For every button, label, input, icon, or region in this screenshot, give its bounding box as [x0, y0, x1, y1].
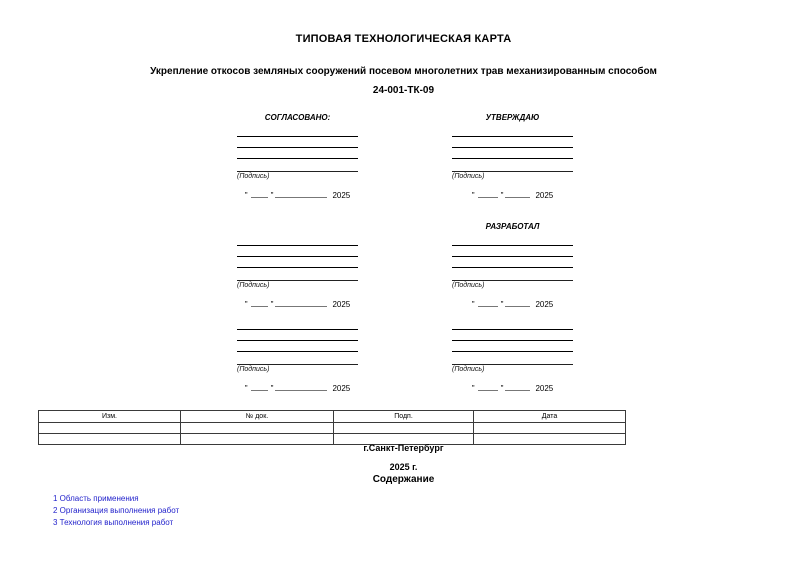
quote-mark: ": [500, 191, 504, 200]
signature-name-line: [452, 148, 573, 159]
date-year: 2025: [535, 191, 554, 200]
signature-name-line: [452, 257, 573, 268]
quote-mark: ": [244, 384, 248, 393]
quote-mark: ": [244, 300, 248, 309]
quote-mark: ": [471, 191, 475, 200]
signature-block-extra-right: [452, 306, 573, 393]
table-cell: [334, 423, 474, 434]
signature-name-line: [452, 341, 573, 352]
signature-name-line: [452, 319, 573, 330]
quote-mark: ": [244, 191, 248, 200]
date-month-blank: [505, 382, 530, 391]
signature-block-header: [237, 222, 358, 234]
signature-caption: (Подпись): [452, 173, 485, 180]
signature-name-line: [452, 246, 573, 257]
document-subtitle: Укрепление откосов земляных сооружений посевом многолетних трав механизированным способом: [150, 66, 657, 77]
document-code: 24-001-ТК-09: [372, 85, 435, 96]
date-year: 2025: [535, 300, 554, 309]
signature-caption: (Подпись): [452, 366, 485, 373]
signature-name-line: [452, 235, 573, 246]
signature-sign-line: [452, 159, 573, 172]
signature-name-line: [237, 319, 358, 330]
revision-table: [38, 410, 626, 445]
signature-date-line: [452, 382, 573, 393]
signature-sign-line: [452, 268, 573, 281]
signature-block-header: РАЗРАБОТАЛ: [485, 222, 540, 231]
signature-block-developed: [452, 222, 573, 309]
signature-caption: (Подпись): [237, 282, 270, 289]
signature-block-header: УТВЕРЖДАЮ: [485, 113, 540, 122]
quote-mark: ": [270, 300, 274, 309]
date-year: 2025: [332, 384, 351, 393]
date-day-blank: [478, 189, 498, 198]
quote-mark: ": [270, 384, 274, 393]
date-day-blank: [251, 189, 268, 198]
signature-block-extra-left: [237, 222, 358, 309]
signature-date-line: [452, 189, 573, 200]
table-cell: [39, 423, 181, 434]
toc-link-organization[interactable]: 2 Организация выполнения работ: [53, 506, 180, 515]
quote-mark: ": [500, 384, 504, 393]
date-year: 2025: [332, 191, 351, 200]
date-month-blank: [505, 189, 530, 198]
date-year: 2025: [332, 300, 351, 309]
quote-mark: ": [471, 384, 475, 393]
column-header-podp: Подп.: [334, 411, 474, 423]
signature-block-extra-left-2: [237, 306, 358, 393]
signature-sign-line: [237, 352, 358, 365]
date-month-blank: [275, 382, 327, 391]
page-title: ТИПОВАЯ ТЕХНОЛОГИЧЕСКАЯ КАРТА: [295, 33, 512, 45]
date-day-blank: [478, 382, 498, 391]
signature-block-header: [452, 306, 573, 318]
signature-sign-line: [237, 268, 358, 281]
signature-caption: (Подпись): [452, 282, 485, 289]
year-line: 2025 г.: [389, 462, 418, 472]
quote-mark: ": [500, 300, 504, 309]
signature-name-line: [237, 126, 358, 137]
signature-block-approved: [452, 113, 573, 200]
quote-mark: ": [270, 191, 274, 200]
signature-name-line: [237, 330, 358, 341]
contents-heading: Содержание: [372, 474, 435, 485]
signature-block-agreed: [237, 113, 358, 200]
date-day-blank: [251, 382, 268, 391]
signature-date-line: [237, 189, 358, 200]
signature-name-line: [452, 330, 573, 341]
table-row: [39, 423, 626, 434]
signature-name-line: [237, 148, 358, 159]
signature-name-line: [237, 246, 358, 257]
column-header-izm: Изм.: [39, 411, 181, 423]
toc-link-scope[interactable]: 1 Область применения: [53, 494, 139, 503]
signature-caption: (Подпись): [237, 173, 270, 180]
signature-name-line: [452, 126, 573, 137]
signature-sign-line: [452, 352, 573, 365]
quote-mark: ": [471, 300, 475, 309]
date-year: 2025: [535, 384, 554, 393]
revision-table-header-row: [39, 411, 626, 423]
signature-caption: (Подпись): [237, 366, 270, 373]
signature-date-line: [237, 382, 358, 393]
column-header-data: Дата: [474, 411, 626, 423]
signature-name-line: [237, 341, 358, 352]
table-cell: [474, 423, 626, 434]
signature-name-line: [237, 235, 358, 246]
city-line: г.Санкт-Петербург: [363, 443, 444, 453]
toc-link-technology[interactable]: 3 Технология выполнения работ: [53, 518, 174, 527]
signature-name-line: [452, 137, 573, 148]
table-of-contents: [53, 493, 179, 529]
column-header-doc: № док.: [181, 411, 334, 423]
table-cell: [181, 423, 334, 434]
signature-sign-line: [237, 159, 358, 172]
date-month-blank: [275, 189, 327, 198]
signature-block-header: СОГЛАСОВАНО:: [264, 113, 331, 122]
signature-block-header: [237, 306, 358, 318]
signature-name-line: [237, 137, 358, 148]
signature-name-line: [237, 257, 358, 268]
